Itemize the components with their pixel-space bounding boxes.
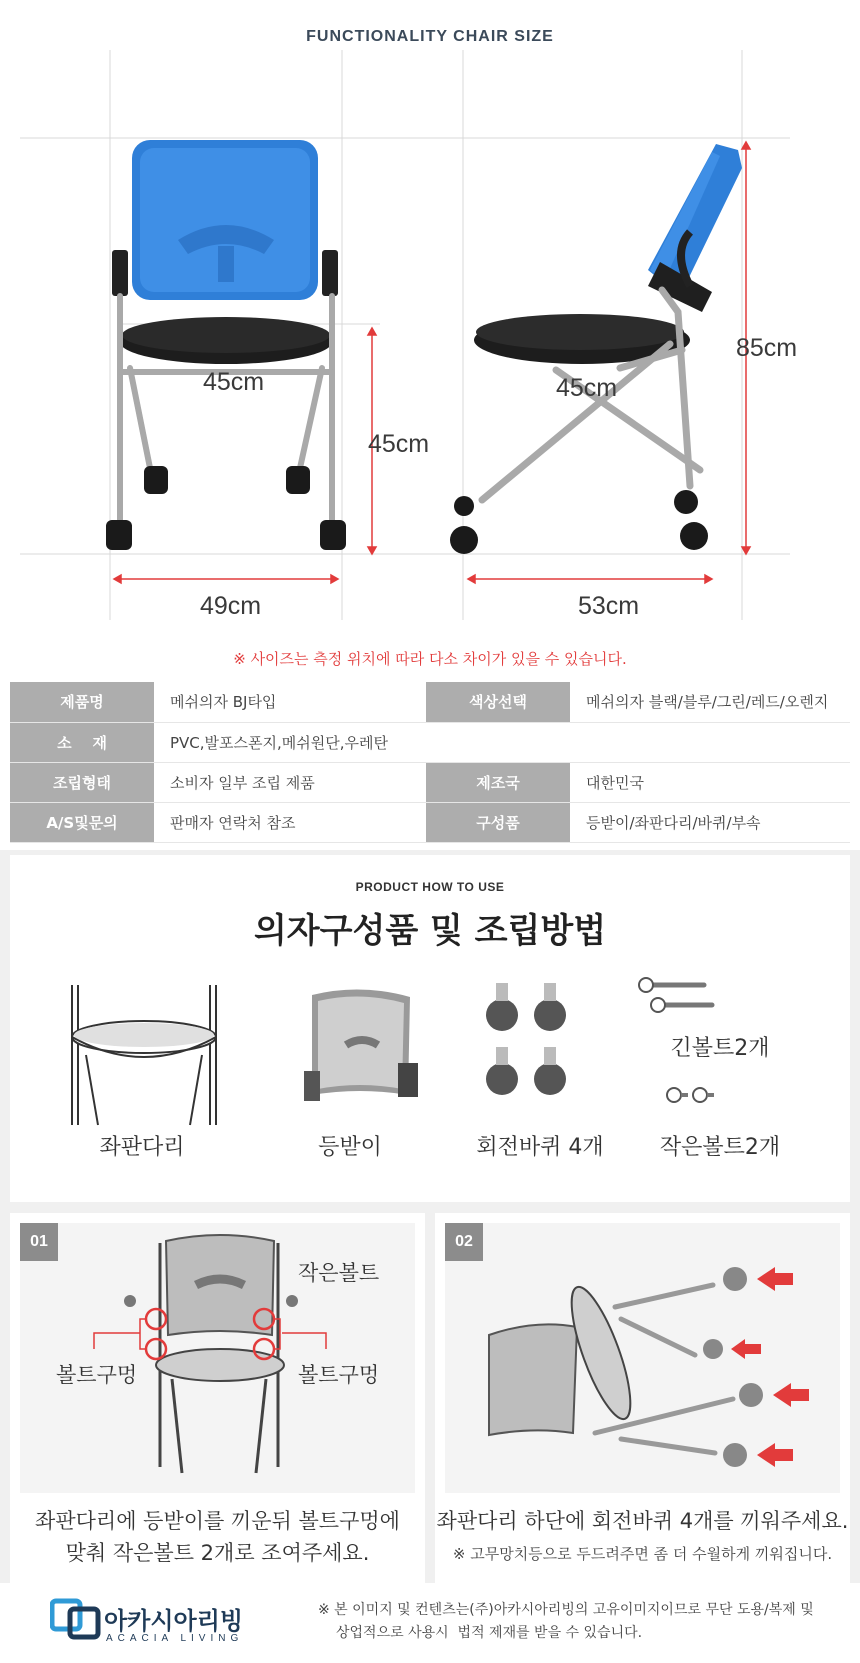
step-02-image: [445, 1223, 840, 1493]
front-total-width-label: 49cm: [200, 592, 262, 620]
part-label: 등받이: [318, 1135, 382, 1160]
step-02-text: 좌판다리 하단에 회전바퀴 4개를 끼워주세요.: [436, 1509, 849, 1533]
table-row: [10, 682, 850, 722]
spec-key: 색상선택: [426, 682, 570, 722]
howto-title: 의자구성품 및 조립방법: [253, 911, 607, 951]
spec-key: 제품명: [10, 682, 154, 722]
brand-name-en: ACACIA LIVING: [106, 1633, 244, 1644]
part-bolts: [620, 975, 820, 1185]
front-chair: [106, 140, 346, 550]
size-section: [0, 0, 860, 680]
spec-value: 메쉬의자 블랙/블루/그린/레드/오렌지: [570, 682, 850, 722]
backrest-illustration: [250, 975, 450, 1145]
spec-key: 구성품: [426, 802, 570, 842]
small-bolts-illustration: [652, 1081, 732, 1111]
howto-section: [10, 855, 850, 1202]
step-01-text-line1: 좌판다리에 등받이를 끼운뒤 볼트구멍에: [35, 1509, 400, 1533]
part-label: 좌판다리: [99, 1135, 185, 1160]
callout-bolt-hole-right: 볼트구멍: [298, 1363, 380, 1387]
spec-key: A/S및문의: [10, 802, 154, 842]
step-01: [10, 1213, 425, 1583]
spec-value: 소비자 일부 조립 제품: [154, 762, 426, 802]
spec-value: PVC,발포스폰지,메쉬원단,우레탄: [154, 722, 850, 762]
step-02: [435, 1213, 850, 1583]
side-chair: [450, 144, 742, 554]
part-label: 작은볼트2개: [659, 1135, 781, 1160]
brand-name: 아카시아리빙: [104, 1607, 244, 1635]
step-02-note: ※ 고무망치등으로 두드려주면 좀 더 수월하게 끼워집니다.: [452, 1545, 833, 1563]
part-label: 회전바퀴 4개: [476, 1135, 604, 1160]
side-seat-depth-label: 45cm: [556, 374, 618, 402]
front-seat-width-label: 45cm: [203, 368, 265, 396]
side-total-height-label: 85cm: [736, 334, 798, 362]
size-diagram: [0, 0, 860, 640]
front-seat-height-label: 45cm: [368, 430, 430, 458]
size-note: ※ 사이즈는 측정 위치에 따라 다소 차이가 있을 수 있습니다.: [233, 650, 627, 668]
seat-legs-illustration: [42, 975, 242, 1145]
step-badge: 01: [20, 1223, 58, 1261]
step-02-illustration: [445, 1223, 840, 1493]
table-row: [10, 802, 850, 842]
footer-note-line1: ※ 본 이미지 및 컨텐츠는(주)아카시아리빙의 고유이미지이므로 무단 도용/복제 및: [318, 1602, 814, 1618]
spec-key: 조립형태: [10, 762, 154, 802]
spec-table: [10, 682, 850, 843]
table-row: [10, 762, 850, 802]
step-01-text-line2: 맞춰 작은볼트 2개로 조여주세요.: [65, 1541, 370, 1565]
footer-note-line2: 상업적으로 사용시 법적 제재를 받을 수 있습니다.: [336, 1625, 643, 1641]
spec-key: 소 재: [10, 722, 154, 762]
step-badge: 02: [445, 1223, 483, 1261]
step-01-text: [10, 1505, 425, 1569]
part-label: 긴볼트2개: [670, 1036, 770, 1061]
table-row: [10, 722, 850, 762]
part-casters: [440, 975, 640, 1185]
spec-value: 등받이/좌판다리/바퀴/부속: [570, 802, 850, 842]
callout-small-bolt: 작은볼트: [298, 1261, 380, 1285]
spec-value: 판매자 연락처 참조: [154, 802, 426, 842]
casters-illustration: [440, 975, 640, 1145]
spec-value: 대한민국: [570, 762, 850, 802]
spec-key: 제조국: [426, 762, 570, 802]
footer: [0, 1583, 860, 1663]
callout-bolt-hole-left: 볼트구멍: [56, 1363, 138, 1387]
part-seat-legs: [42, 975, 242, 1185]
size-title: FUNCTIONALITY CHAIR SIZE: [306, 28, 554, 45]
howto-subtitle: PRODUCT HOW TO USE: [355, 880, 505, 894]
spec-value: 메쉬의자 BJ타입: [154, 682, 426, 722]
footer-note: [318, 1599, 838, 1645]
side-total-depth-label: 53cm: [578, 592, 640, 620]
brand-logo-icon: [50, 1597, 102, 1641]
part-backrest: [250, 975, 450, 1185]
